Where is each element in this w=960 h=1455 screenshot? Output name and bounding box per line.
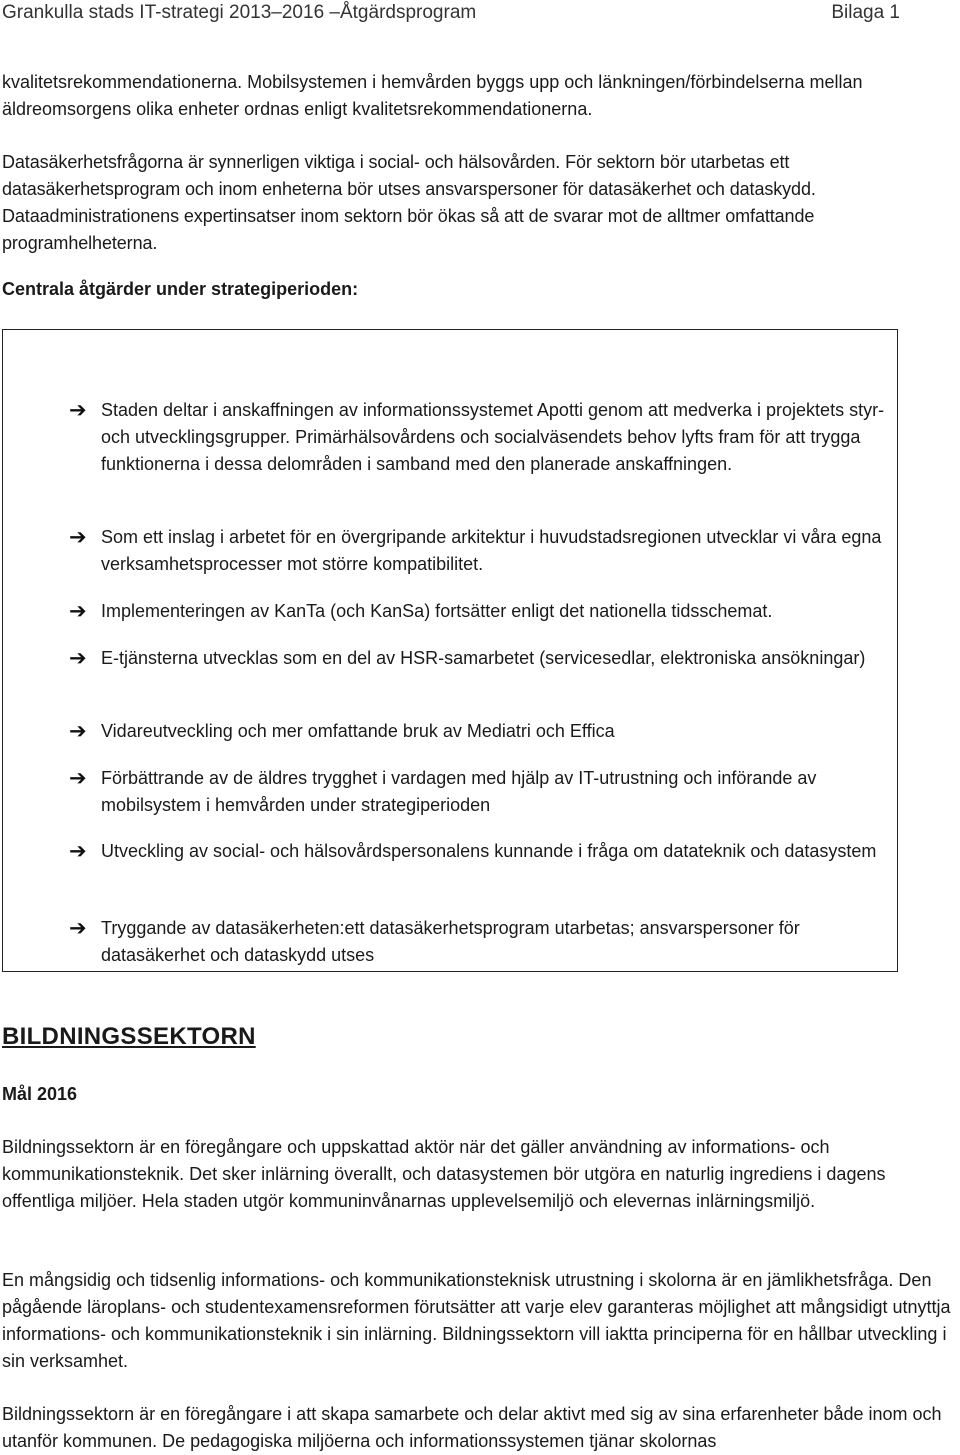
arrow-bullet-icon: ➔ xyxy=(69,767,87,790)
section-heading-bildningssektorn: BILDNINGSSEKTORN xyxy=(2,1023,256,1050)
measure-item: Tryggande av datasäkerheten:ett datasäkerhetsprogram utarbetas; ansvarspersoner för datasäkerhet och dataskydd utses xyxy=(101,918,800,965)
measure-item: Staden deltar i anskaffningen av informationssystemet Apotti genom att medverka i projektets styr- och utvecklingsgrupper. Primärhälsovårdens och socialväsendets behov lyfts fram för att trygga funktionerna i dessa delområden i samband med den planerade anskaffningen. xyxy=(101,400,885,474)
document-title: Grankulla stads IT-strategi 2013–2016 –Åtgärdsprogram xyxy=(2,2,477,23)
measures-box xyxy=(2,329,898,972)
arrow-bullet-icon: ➔ xyxy=(69,720,87,743)
arrow-bullet-icon: ➔ xyxy=(69,840,87,863)
paragraph-equipment-equality: En mångsidig och tidsenlig informations- och kommunikationsteknisk utrustning i skolorna är en jämlikhetsfråga. Den pågående läroplans- och studentexamensreformen förutsätter att varje elev garanteras möjlighet att mångsidigt utnyttja informations- och kommunikationsteknik i sin inlärning. Bildningssektorn vill iaktta principerna för en hållbar utveckling i sin verksamhet. xyxy=(2,1270,951,1371)
measure-item: Som ett inslag i arbetet för en övergripande arkitektur i huvudstadsregionen utvecklar vi våra egna verksamhetsprocesser mot större kompatibilitet. xyxy=(101,527,882,574)
arrow-bullet-icon: ➔ xyxy=(69,526,87,549)
measure-item: E-tjänsterna utvecklas som en del av HSR-samarbetet (servicesedlar, elektroniska ansökningar) xyxy=(101,648,866,668)
arrow-bullet-icon: ➔ xyxy=(69,647,87,670)
measure-item: Förbättrande av de äldres trygghet i vardagen med hjälp av IT-utrustning och införande av mobilsystem i hemvården under strategiperioden xyxy=(101,768,817,815)
measure-item: Implementeringen av KanTa (och KanSa) fortsätter enligt det nationella tidsschemat. xyxy=(101,601,773,621)
central-measures-heading: Centrala åtgärder under strategiperioden: xyxy=(2,279,359,299)
goal-subheading: Mål 2016 xyxy=(2,1084,78,1104)
paragraph-quality-recommendations: kvalitetsrekommendationerna. Mobilsystemen i hemvården byggs upp och länkningen/förbindelserna mellan äldreomsorgens olika enheter ordnas enligt kvalitetsrekommendationerna. xyxy=(2,72,863,119)
arrow-bullet-icon: ➔ xyxy=(69,917,87,940)
arrow-bullet-icon: ➔ xyxy=(69,399,87,422)
measure-item: Vidareutveckling och mer omfattande bruk av Mediatri och Effica xyxy=(101,721,615,741)
paragraph-collaboration: Bildningssektorn är en föregångare i att skapa samarbete och delar aktivt med sig av sina erfarenheter både inom och utanför kommunen. De pedagogiska miljöerna och informationssystemen tjänar skolornas xyxy=(2,1404,942,1451)
appendix-label: Bilaga 1 xyxy=(831,2,900,23)
paragraph-data-security: Datasäkerhetsfrågorna är synnerligen viktiga i social- och hälsovården. För sektorn bör utarbetas ett datasäkerhetsprogram och inom enheterna bör utses ansvarspersoner för datasäkerhet och dataskydd. Dataadministrationens expertinsatser inom sektorn bör ökas så att de svarar mot de alltmer omfattande programhelheterna. xyxy=(2,152,816,253)
paragraph-education-pioneer: Bildningssektorn är en föregångare och uppskattad aktör när det gäller användning av informations- och kommunikationsteknik. Det sker inlärning överallt, och datasystemen bör utgöra en naturlig ingrediens i dagens offentliga miljöer. Hela staden utgör kommuninvånarnas upplevelsemiljö och elevernas inlärningsmiljö. xyxy=(2,1137,886,1211)
measure-item: Utveckling av social- och hälsovårdspersonalens kunnande i fråga om datateknik och datasystem xyxy=(101,841,877,861)
page-header xyxy=(2,0,900,26)
arrow-bullet-icon: ➔ xyxy=(69,600,87,623)
